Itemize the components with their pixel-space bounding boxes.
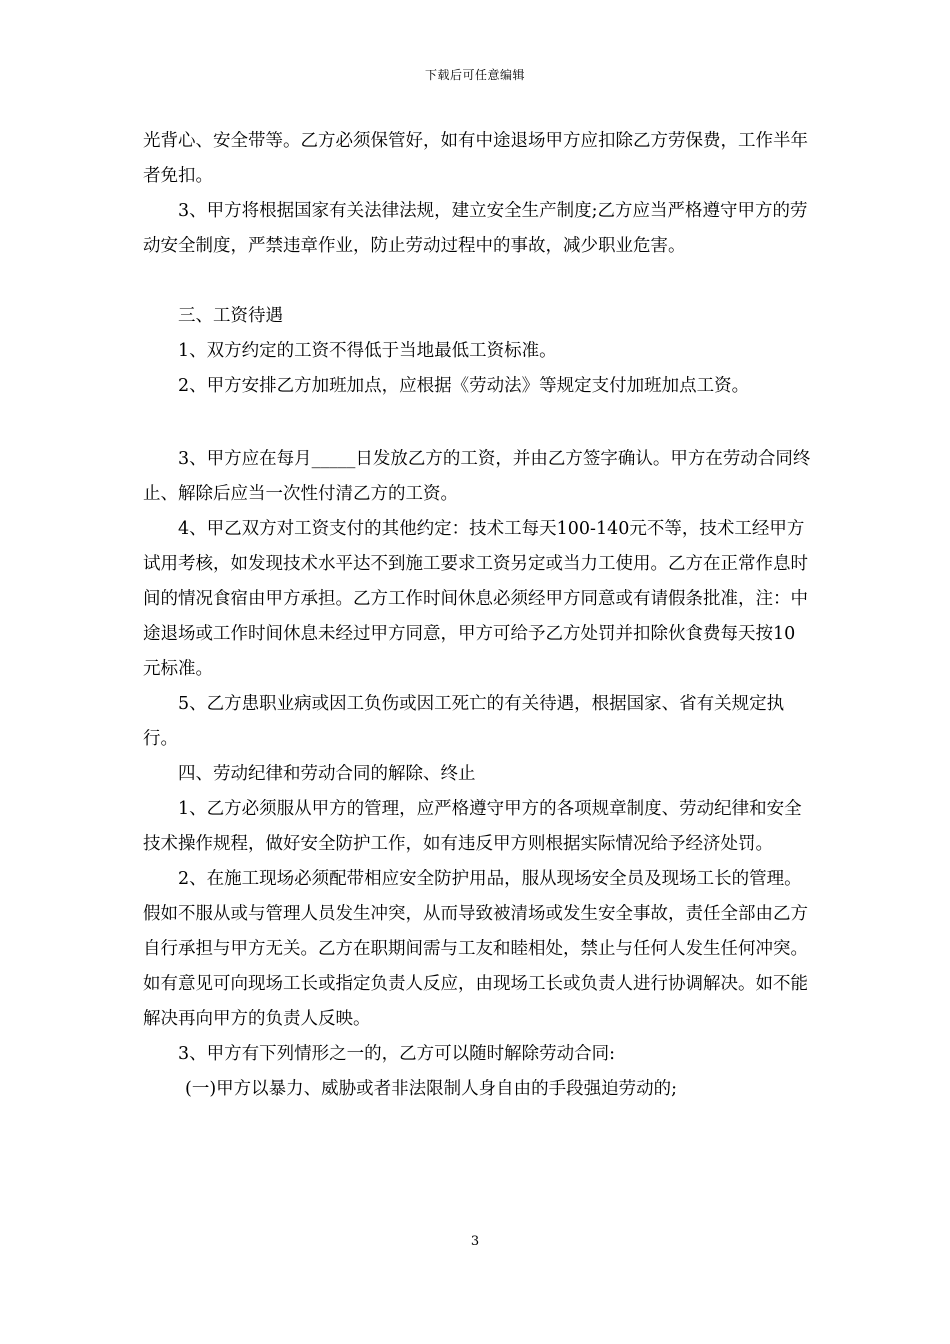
section-heading-wages: 三、工资待遇 — [178, 306, 283, 326]
paragraph-safety-gear: 光背心、安全带等。乙方必须保管好，如有中途退场甲方应扣除乙方劳保费，工作半年者免扣。 — [143, 131, 808, 186]
spacer — [143, 404, 811, 442]
page-header: 下载后可任意编辑 — [424, 68, 525, 82]
paragraph-obey-management: 1、乙方必须服从甲方的管理，应严格遵守甲方的各项规章制度、劳动纪律和安全技术操作规程，做好安全防护工作，如有违反甲方则根据实际情况给予经济处罚。 — [143, 799, 802, 854]
paragraph-injury-benefits: 5、乙方患职业病或因工负伤或因工死亡的有关待遇，根据国家、省有关规定执行。 — [143, 694, 785, 749]
document-body — [143, 124, 811, 1107]
paragraph-min-wage: 1、双方约定的工资不得低于当地最低工资标准。 — [178, 341, 557, 361]
paragraph-overtime: 2、甲方安排乙方加班加点，应根据《劳动法》等规定支付加班加点工资。 — [178, 376, 750, 396]
paragraph-safety-rules: 3、甲方将根据国家有关法律法规，建立安全生产制度;乙方应当严格遵守甲方的劳动安全制度，严禁违章作业，防止劳动过程中的事故，减少职业危害。 — [143, 201, 808, 256]
paragraph-termination-cases: 3、甲方有下列情形之一的，乙方可以随时解除劳动合同: — [178, 1044, 616, 1064]
paragraph-other-wage-terms: 4、甲乙双方对工资支付的其他约定：技术工每天100-140元不等，技术工经甲方试用考核，如发现技术水平达不到施工要求工资另定或当力工使用。乙方在正常作息时间的情况食宿由甲方承担。乙方工作时间休息必须经甲方同意或有请假条批准，注：中途退场或工作时间休息未经过甲方同意，甲方可给予乙方处罚并扣除伙食费每天按10元标准。 — [143, 519, 808, 679]
paragraph-pay-date: 3、甲方应在每月_____日发放乙方的工资，并由乙方签字确认。甲方在劳动合同终止、解除后应当一次性付清乙方的工资。 — [143, 449, 811, 504]
spacer — [143, 264, 811, 299]
section-heading-discipline: 四、劳动纪律和劳动合同的解除、终止 — [178, 764, 476, 784]
list-item-forced-labor: (一)甲方以暴力、威胁或者非法限制人身自由的手段强迫劳动的; — [185, 1079, 678, 1099]
page-number: 3 — [470, 1234, 480, 1249]
paragraph-site-conduct: 2、在施工现场必须配带相应安全防护用品，服从现场安全员及现场工长的管理。假如不服从或与管理人员发生冲突，从而导致被清场或发生安全事故，责任全部由乙方自行承担与甲方无关。乙方在职期间需与工友和睦相处，禁止与任何人发生任何冲突。如有意见可向现场工长或指定负责人反应，由现场工长或负责人进行协调解决。如不能解决再向甲方的负责人反映。 — [143, 869, 808, 1029]
